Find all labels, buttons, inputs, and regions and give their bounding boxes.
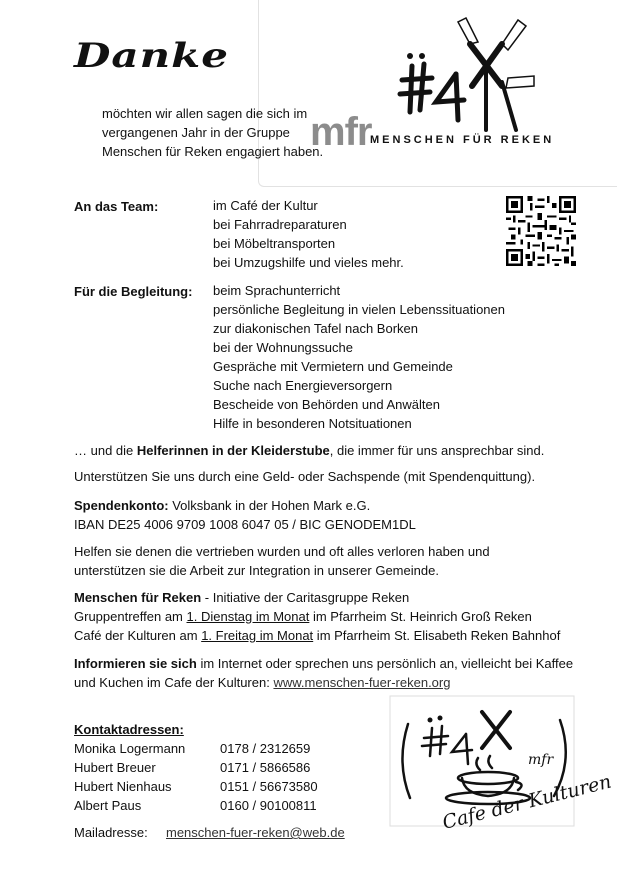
- list-item: bei Umzugshilfe und vieles mehr.: [213, 255, 404, 270]
- mfr-info-desc: - Initiative der Caritasgruppe Reken: [201, 590, 410, 605]
- mail-row: [74, 823, 345, 842]
- logo-mark: mfr: [310, 110, 372, 154]
- contacts: [74, 720, 345, 842]
- qr-code: [506, 196, 576, 266]
- help-text: [74, 542, 490, 580]
- cafe-logo: [388, 694, 614, 834]
- list-item: Gespräche mit Vermietern und Gemeinde: [213, 359, 453, 374]
- spendenkonto: [74, 496, 416, 534]
- cafe-location: im Pfarrheim St. Elisabeth Reken Bahnhof: [313, 628, 561, 643]
- list-item: Bescheide von Behörden und Anwälten: [213, 397, 440, 412]
- spende-appeal: Unterstützen Sie uns durch eine Geld- oder Sachspende (mit Spendenquittung).: [74, 469, 536, 484]
- mfr-info-label: Menschen für Reken: [74, 590, 202, 605]
- mfr-info: [74, 588, 560, 645]
- mail-link[interactable]: menschen-fuer-reken@web.de: [166, 825, 345, 840]
- list-item: im Café der Kultur: [213, 198, 318, 213]
- begleitung-label: Für die Begleitung:: [74, 284, 193, 299]
- contact-phone: 0160 / 90100811: [220, 798, 317, 813]
- list-item: zur diakonischen Tafel nach Borken: [213, 321, 418, 336]
- informieren-text: [74, 654, 573, 692]
- cafe-logo-mark: mfr: [528, 752, 554, 768]
- spendenkonto-iban: IBAN DE25 4006 9709 1008 6047 05 / BIC GENODEM1DL: [74, 517, 416, 532]
- intro-line: Menschen für Reken engagiert haben.: [102, 144, 324, 159]
- kleiderstube-prefix: … und die: [74, 443, 137, 458]
- contact-row: [74, 777, 345, 796]
- contact-phone: 0151 / 56673580: [220, 779, 318, 794]
- contact-name: Hubert Breuer: [74, 760, 156, 775]
- begleitung-list: [213, 281, 505, 433]
- contact-name: Albert Paus: [74, 798, 142, 813]
- intro-line: möchten wir allen sagen die sich im: [102, 106, 308, 121]
- meeting-date: 1. Dienstag im Monat: [186, 609, 310, 624]
- kleiderstube-bold: Helferinnen in der Kleiderstube: [136, 443, 330, 458]
- kleiderstube-suffix: , die immer für uns ansprechbar sind.: [329, 443, 545, 458]
- meeting-location: im Pfarrheim St. Heinrich Groß Reken: [309, 609, 532, 624]
- list-item: bei Fahrradreparaturen: [213, 217, 347, 232]
- cafe-logo-text: Cafe der Kulturen: [440, 770, 614, 834]
- team-label: An das Team:: [74, 199, 159, 214]
- contact-phone: 0171 / 5866586: [220, 760, 311, 775]
- list-item: Hilfe in besonderen Notsituationen: [213, 416, 412, 431]
- contact-row: [74, 739, 345, 758]
- kleiderstube-text: [74, 441, 544, 460]
- contact-row: [74, 796, 345, 815]
- meeting-line-prefix: Gruppentreffen am: [74, 609, 187, 624]
- spendenkonto-bank: Volksbank in der Hohen Mark e.G.: [168, 498, 371, 513]
- mail-label: Mailadresse:: [74, 825, 148, 840]
- windmill-logo-icon: [398, 14, 548, 132]
- list-item: persönliche Begleitung in vielen Lebenssituationen: [213, 302, 505, 317]
- spendenkonto-label: Spendenkonto:: [74, 498, 169, 513]
- contact-name: Hubert Nienhaus: [74, 779, 172, 794]
- list-item: bei der Wohnungssuche: [213, 340, 353, 355]
- logo-text: MENSCHEN FÜR REKEN: [370, 134, 555, 146]
- help-line: Helfen sie denen die vertrieben wurden und oft alles verloren haben und: [74, 544, 490, 559]
- informieren-rest: im Internet oder sprechen uns persönlich an, vielleicht bei Kaffee: [196, 656, 574, 671]
- informieren-line2: und Kuchen im Cafe der Kulturen:: [74, 675, 274, 690]
- contacts-heading: Kontaktadressen:: [74, 722, 184, 737]
- contact-phone: 0178 / 2312659: [220, 741, 311, 756]
- contact-row: [74, 758, 345, 777]
- contact-name: Monika Logermann: [74, 741, 186, 756]
- informieren-bold: Informieren sie sich: [74, 656, 197, 671]
- page-title: Danke: [74, 36, 229, 76]
- intro-line: vergangenen Jahr in der Gruppe: [102, 125, 290, 140]
- list-item: beim Sprachunterricht: [213, 283, 341, 298]
- website-link[interactable]: www.menschen-fuer-reken.org: [273, 675, 451, 690]
- cafe-line-prefix: Café der Kulturen am: [74, 628, 202, 643]
- list-item: bei Möbeltransporten: [213, 236, 336, 251]
- cafe-date: 1. Freitag im Monat: [201, 628, 314, 643]
- intro-text: [102, 104, 323, 161]
- list-item: Suche nach Energieversorgern: [213, 378, 393, 393]
- help-line: unterstützen sie die Arbeit zur Integration in unserer Gemeinde.: [74, 563, 439, 578]
- team-list: [213, 196, 404, 272]
